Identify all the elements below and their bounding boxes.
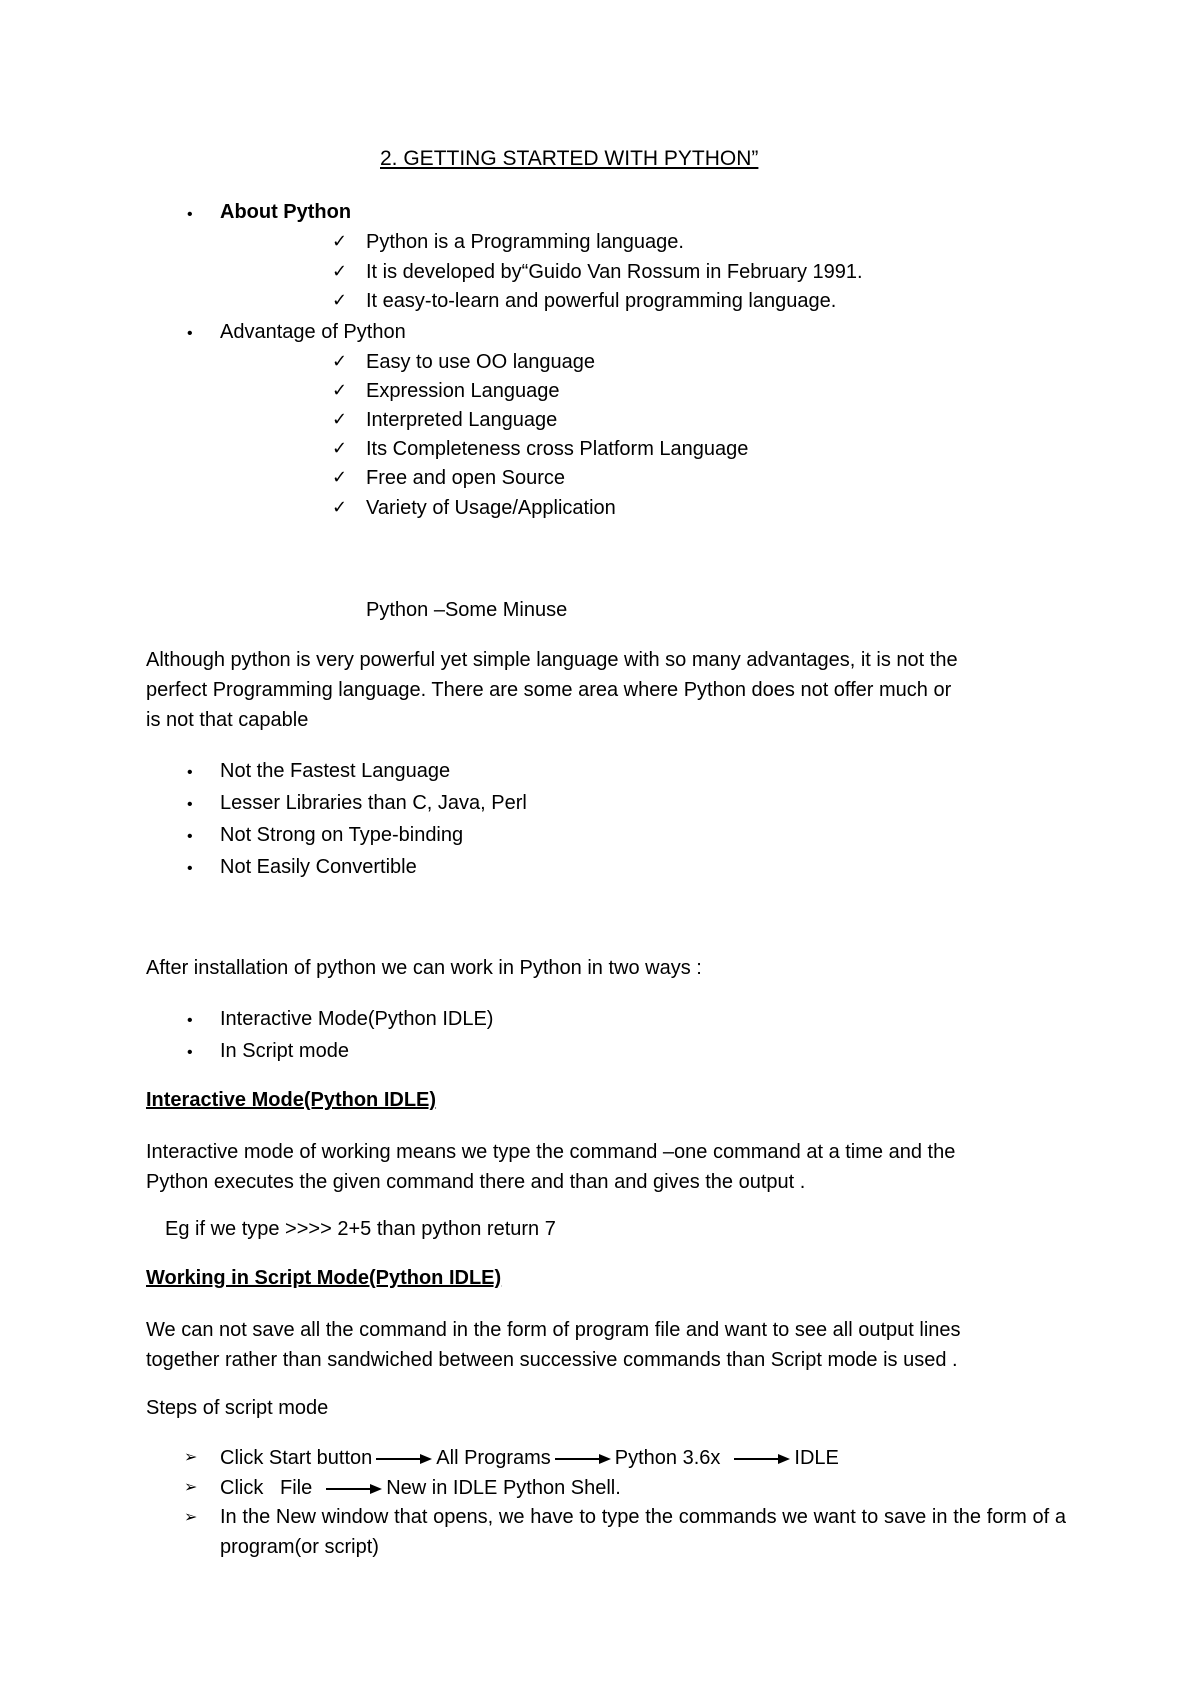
- right-arrow-icon: [376, 1453, 432, 1465]
- step-part: New in IDLE Python Shell.: [386, 1477, 621, 1499]
- step-line-3: In the New window that opens, we have to type the commands we want to save in the form of a program(or script): [220, 1506, 1066, 1558]
- checkmark-icon: ✓: [332, 438, 348, 458]
- checkmark-icon: ✓: [332, 380, 348, 400]
- advantage-item: Its Completeness cross Platform Language: [366, 438, 749, 460]
- arrow-bullet-icon: ➢: [184, 1449, 198, 1466]
- advantage-item: Variety of Usage/Application: [366, 497, 616, 519]
- bullet-icon: •: [187, 1012, 193, 1029]
- right-arrow-icon: [326, 1483, 382, 1495]
- paragraph-line: We can not save all the command in the form of program file and want to see all output lines: [146, 1319, 961, 1341]
- about-heading: About Python: [220, 201, 352, 223]
- script-heading: Working in Script Mode(Python IDLE): [146, 1267, 502, 1289]
- about-item: Python is a Programming language.: [366, 231, 684, 253]
- interactive-example: Eg if we type >>>> 2+5 than python return 7: [165, 1218, 556, 1240]
- step-line-1: [220, 1448, 839, 1468]
- minuse-paragraph: [146, 645, 1066, 735]
- advantage-heading: Advantage of Python: [220, 321, 406, 343]
- right-arrow-icon: [555, 1453, 611, 1465]
- steps-heading: Steps of script mode: [146, 1397, 329, 1419]
- checkmark-icon: ✓: [332, 497, 348, 517]
- step-line-2: [220, 1478, 621, 1498]
- minuse-item: Lesser Libraries than C, Java, Perl: [220, 792, 527, 814]
- arrow-bullet-icon: ➢: [184, 1479, 198, 1496]
- paragraph-line: together rather than sandwiched between successive commands than Script mode is used .: [146, 1349, 958, 1371]
- bullet-icon: •: [187, 325, 193, 342]
- checkmark-icon: ✓: [332, 351, 348, 371]
- checkmark-icon: ✓: [332, 231, 348, 251]
- paragraph-line: Although python is very powerful yet simple language with so many advantages, it is not the: [146, 649, 958, 671]
- bullet-icon: •: [187, 1044, 193, 1061]
- advantage-item: Free and open Source: [366, 467, 566, 489]
- step-part: IDLE: [794, 1447, 839, 1469]
- about-item: It is developed by“Guido Van Rossum in February 1991.: [366, 261, 863, 283]
- advantage-item: Easy to use OO language: [366, 351, 596, 373]
- minuse-heading: Python –Some Minuse: [366, 599, 568, 621]
- right-arrow-icon: [734, 1453, 790, 1465]
- minuse-item: Not Easily Convertible: [220, 856, 417, 878]
- bullet-icon: •: [187, 764, 193, 781]
- about-item: It easy-to-learn and powerful programming language.: [366, 290, 837, 312]
- modes-intro: After installation of python we can work in Python in two ways :: [146, 957, 702, 979]
- checkmark-icon: ✓: [332, 409, 348, 429]
- interactive-heading: Interactive Mode(Python IDLE): [146, 1089, 437, 1111]
- paragraph-line: Interactive mode of working means we type the command –one command at a time and the: [146, 1141, 956, 1163]
- minuse-item: Not Strong on Type-binding: [220, 824, 464, 846]
- bullet-icon: •: [187, 828, 193, 845]
- arrow-bullet-icon: ➢: [184, 1509, 198, 1526]
- paragraph-line: perfect Programming language. There are some area where Python does not offer much or: [146, 679, 952, 701]
- advantage-item: Interpreted Language: [366, 409, 558, 431]
- bullet-icon: •: [187, 860, 193, 877]
- paragraph-line: is not that capable: [146, 709, 309, 731]
- step-part: All Programs: [436, 1447, 551, 1469]
- bullet-icon: •: [187, 206, 193, 223]
- minuse-item: Not the Fastest Language: [220, 760, 451, 782]
- checkmark-icon: ✓: [332, 261, 348, 281]
- bullet-icon: •: [187, 796, 193, 813]
- paragraph-line: Python executes the given command there and than and gives the output .: [146, 1171, 806, 1193]
- script-paragraph: [146, 1315, 1066, 1375]
- step-part: Python 3.6x: [614, 1447, 721, 1469]
- checkmark-icon: ✓: [332, 467, 348, 487]
- step-part: Click File: [220, 1477, 313, 1499]
- page-title: 2. GETTING STARTED WITH PYTHON”: [380, 147, 759, 170]
- modes-item: In Script mode: [220, 1040, 349, 1062]
- checkmark-icon: ✓: [332, 290, 348, 310]
- interactive-paragraph: [146, 1137, 1066, 1197]
- step-part: Click Start button: [220, 1447, 373, 1469]
- advantage-item: Expression Language: [366, 380, 560, 402]
- modes-item: Interactive Mode(Python IDLE): [220, 1008, 494, 1030]
